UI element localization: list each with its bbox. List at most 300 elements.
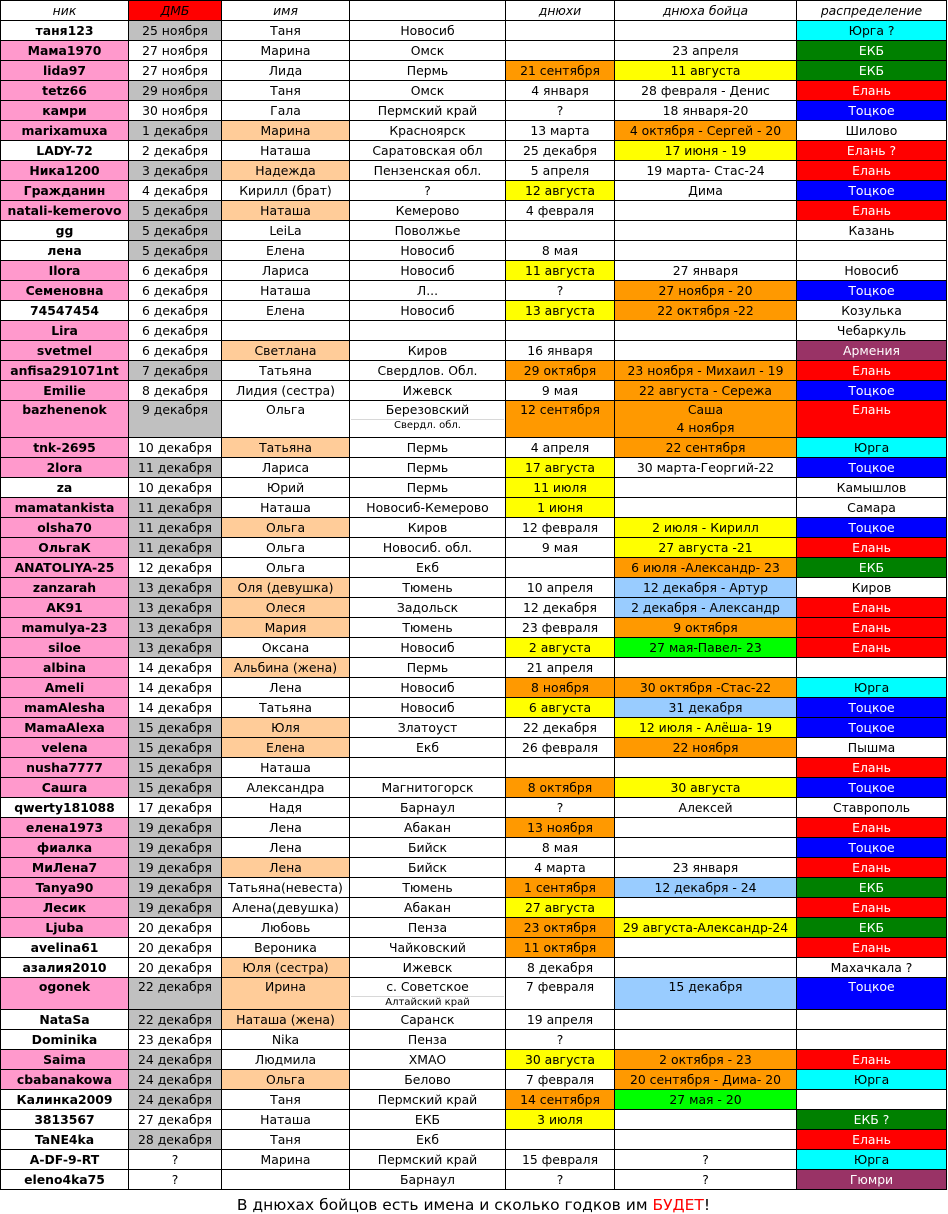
cell-dmb-text: 11 декабря [138, 499, 212, 515]
cell-birthday-text: 25 декабря [523, 142, 597, 158]
cell-nick [1, 738, 129, 758]
cell-distribution-text: ЕКБ [858, 42, 885, 58]
table-row [1, 281, 947, 301]
cell-dmb [129, 478, 222, 498]
cell-birthday-text: 29 октября [523, 362, 597, 378]
cell-nick [1, 401, 129, 438]
cell-dmb-text: 15 декабря [138, 719, 212, 735]
cell-nick [1, 658, 129, 678]
cell-distribution-text: Махачкала ? [830, 959, 913, 975]
cell-soldier-birthday [615, 21, 797, 41]
cell-nick [1, 361, 129, 381]
cell-nick [1, 958, 129, 978]
cell-name-text: Наташа [260, 142, 311, 158]
cell-nick-text: marixamuxa [21, 122, 108, 138]
cell-city [350, 778, 506, 798]
cell-city [350, 498, 506, 518]
cell-distribution-text: ЕКБ [858, 919, 885, 935]
cell-dmb-text: 11 декабря [138, 539, 212, 555]
table-row [1, 241, 947, 261]
cell-nick-text: olsha70 [37, 519, 92, 535]
cell-distribution [797, 361, 947, 381]
cell-birthday-text: 16 января [527, 342, 593, 358]
cell-name-text: Надежда [255, 162, 316, 178]
cell-distribution-text: Елань [852, 599, 891, 615]
cell-birthday [506, 518, 615, 538]
cell-name-text: Светлана [254, 342, 317, 358]
cell-name [222, 1090, 350, 1110]
cell-distribution-text: Тоцкое [848, 382, 895, 398]
cell-city-text: Задольск [396, 599, 459, 615]
table-row [1, 898, 947, 918]
cell-birthday [506, 498, 615, 518]
cell-dmb-text: ? [171, 1171, 179, 1187]
cell-name-text: Таня [270, 22, 301, 38]
cell-birthday-text: 6 августа [528, 699, 592, 715]
cell-birthday [506, 638, 615, 658]
cell-soldier-birthday [615, 738, 797, 758]
cell-nick [1, 578, 129, 598]
cell-distribution [797, 838, 947, 858]
cell-dmb [129, 261, 222, 281]
cell-soldier-birthday-text: 28 февраля - Денис [641, 82, 770, 98]
cell-soldier-birthday-text: 18 января-20 [662, 102, 749, 118]
cell-city-text: Новосиб [400, 22, 455, 38]
table-row [1, 438, 947, 458]
cell-city [350, 81, 506, 101]
cell-birthday [506, 121, 615, 141]
cell-dmb [129, 41, 222, 61]
cell-distribution [797, 678, 947, 698]
cell-soldier-birthday-text: 30 октября -Стас-22 [639, 679, 772, 695]
cell-birthday [506, 41, 615, 61]
cell-dmb-text: 25 ноября [142, 22, 208, 38]
cell-soldier-birthday [615, 678, 797, 698]
cell-city [350, 758, 506, 778]
cell-nick [1, 678, 129, 698]
cell-distribution-text: Юрга [853, 679, 890, 695]
cell-dmb-text: 15 декабря [138, 759, 212, 775]
cell-city [350, 918, 506, 938]
cell-city [350, 21, 506, 41]
cell-nick-text: Ameli [44, 679, 85, 695]
cell-name-text: Татьяна [259, 362, 312, 378]
cell-dmb [129, 538, 222, 558]
cell-city [350, 201, 506, 221]
cell-birthday [506, 758, 615, 778]
cell-city [350, 301, 506, 321]
cell-birthday [506, 538, 615, 558]
cell-name-text: Юля [271, 719, 300, 735]
cell-city [350, 1170, 506, 1190]
cell-dmb [129, 201, 222, 221]
cell-nick [1, 301, 129, 321]
cell-nick-text: avelina61 [30, 939, 99, 955]
cell-soldier-birthday [615, 478, 797, 498]
cell-birthday [506, 141, 615, 161]
cell-name [222, 1050, 350, 1070]
cell-dmb-text: 14 декабря [138, 659, 212, 675]
table-row [1, 1070, 947, 1090]
cell-dmb-text: 1 декабря [141, 122, 209, 138]
cell-distribution-text: Елань [852, 899, 891, 915]
cell-distribution [797, 341, 947, 361]
cell-birthday [506, 798, 615, 818]
cell-city-text: Магнитогорск [381, 779, 474, 795]
cell-city-text: Екб [416, 739, 439, 755]
cell-birthday-text: 12 декабря [523, 599, 597, 615]
cell-city [350, 818, 506, 838]
cell-nick-text: TaNE4ka [34, 1131, 95, 1147]
cell-distribution-text: Пышма [847, 739, 896, 755]
cell-distribution [797, 898, 947, 918]
cell-soldier-birthday [615, 598, 797, 618]
cell-city [350, 161, 506, 181]
cell-birthday [506, 458, 615, 478]
cell-dmb-text: 6 декабря [141, 342, 209, 358]
table-row [1, 321, 947, 341]
cell-distribution-text: Елань [852, 639, 891, 655]
cell-name [222, 698, 350, 718]
cell-birthday-text: ? [556, 102, 564, 118]
cell-city [350, 678, 506, 698]
cell-name-text: Вероника [254, 939, 317, 955]
cell-city-text: Пермь [406, 659, 449, 675]
cell-dmb-text: 4 декабря [141, 182, 209, 198]
cell-nick-text: камри [42, 102, 87, 118]
cell-nick-text: MamaAlexa [24, 719, 105, 735]
cell-nick-text: LADY-72 [36, 142, 93, 158]
cell-nick [1, 1030, 129, 1050]
cell-distribution [797, 1050, 947, 1070]
cell-distribution [797, 401, 947, 438]
cell-soldier-birthday [615, 1010, 797, 1030]
table-row [1, 1090, 947, 1110]
cell-city [350, 221, 506, 241]
table-row [1, 978, 947, 1010]
cell-soldier-birthday [615, 361, 797, 381]
cell-birthday-text: 26 февраля [521, 739, 599, 755]
cell-soldier-birthday [615, 718, 797, 738]
cell-soldier-birthday-subtext: 4 ноября [676, 420, 735, 435]
cell-city [350, 558, 506, 578]
cell-nick [1, 718, 129, 738]
cell-distribution-text: Елань [852, 1131, 891, 1147]
cell-soldier-birthday-text: Дима [688, 182, 723, 198]
cell-dmb-text: 8 декабря [141, 382, 209, 398]
cell-soldier-birthday [615, 958, 797, 978]
table-row [1, 958, 947, 978]
cell-distribution [797, 618, 947, 638]
cell-soldier-birthday [615, 181, 797, 201]
table-row [1, 1110, 947, 1130]
cell-name-text: Лариса [261, 262, 310, 278]
cell-distribution-text: Козулька [841, 302, 902, 318]
cell-city-text: Пермский край [377, 1091, 478, 1107]
cell-nick-text: AK91 [46, 599, 83, 615]
header-name: имя [222, 1, 350, 21]
cell-name-text: Елена [265, 242, 306, 258]
cell-city-text: Омск [410, 82, 445, 98]
cell-soldier-birthday [615, 698, 797, 718]
cell-distribution [797, 818, 947, 838]
cell-city [350, 798, 506, 818]
cell-name [222, 281, 350, 301]
cell-city [350, 598, 506, 618]
cell-name-text: Юля (сестра) [242, 959, 329, 975]
cell-distribution-text: Елань [852, 859, 891, 875]
cell-name-text: Ольга [265, 1071, 306, 1087]
cell-name [222, 1110, 350, 1130]
cell-birthday [506, 958, 615, 978]
cell-city [350, 658, 506, 678]
cell-soldier-birthday [615, 878, 797, 898]
header-row [1, 1, 947, 21]
cell-city [350, 438, 506, 458]
cell-birthday [506, 1170, 615, 1190]
cell-dmb [129, 321, 222, 341]
cell-name [222, 658, 350, 678]
cell-birthday [506, 1070, 615, 1090]
cell-dmb-text: 5 декабря [141, 202, 209, 218]
cell-dmb [129, 141, 222, 161]
cell-birthday-text: 8 декабря [526, 959, 594, 975]
cell-name-text: Ольга [265, 519, 306, 535]
cell-distribution-text: Елань [852, 619, 891, 635]
table-row [1, 698, 947, 718]
cell-dmb-text: 22 декабря [138, 979, 212, 994]
table-row [1, 201, 947, 221]
cell-distribution-text: Самара [847, 499, 896, 515]
cell-dmb-text: 19 декабря [138, 879, 212, 895]
cell-soldier-birthday [615, 261, 797, 281]
cell-distribution-text: Тоцкое [848, 102, 895, 118]
cell-nick [1, 918, 129, 938]
cell-city-text: Новосиб [400, 262, 455, 278]
cell-nick [1, 558, 129, 578]
cell-distribution [797, 458, 947, 478]
cell-birthday-text: 12 августа [524, 182, 596, 198]
cell-name-text: Альбина (жена) [233, 659, 338, 675]
table-row [1, 918, 947, 938]
cell-birthday [506, 818, 615, 838]
cell-city [350, 1110, 506, 1130]
cell-name-text: Лена [269, 819, 302, 835]
table-row [1, 101, 947, 121]
cell-birthday-text: 7 февраля [525, 1071, 595, 1087]
cell-soldier-birthday [615, 1130, 797, 1150]
cell-name [222, 538, 350, 558]
cell-dmb-text: 23 декабря [138, 1031, 212, 1047]
cell-name-text: Марина [260, 1151, 311, 1167]
cell-city-text: ЕКБ [414, 1111, 441, 1127]
cell-city [350, 698, 506, 718]
cell-distribution [797, 261, 947, 281]
cell-distribution [797, 281, 947, 301]
cell-name [222, 758, 350, 778]
cell-soldier-birthday-text: 23 января [672, 859, 739, 875]
cell-dmb [129, 858, 222, 878]
table-row [1, 598, 947, 618]
cell-dmb-text: 24 декабря [138, 1071, 212, 1087]
cell-dmb-text: 20 декабря [138, 959, 212, 975]
cell-distribution-text: Елань [852, 402, 891, 417]
cell-soldier-birthday-text: 20 сентября - Дима- 20 [629, 1071, 782, 1087]
cell-city-text: Новосиб [400, 302, 455, 318]
cell-nick-text: lida97 [43, 62, 86, 78]
cell-birthday [506, 598, 615, 618]
cell-dmb-text: 24 декабря [138, 1091, 212, 1107]
cell-distribution [797, 918, 947, 938]
cell-city-text: Новосиб [400, 242, 455, 258]
cell-city [350, 261, 506, 281]
cell-name [222, 61, 350, 81]
cell-nick-text: tetz66 [42, 82, 87, 98]
cell-distribution-text: Юрга [853, 1151, 890, 1167]
cell-dmb [129, 21, 222, 41]
cell-distribution-text: Тоцкое [848, 719, 895, 735]
cell-distribution-text: Шилово [845, 122, 898, 138]
cell-city-text: Тюмень [402, 579, 453, 595]
cell-name [222, 221, 350, 241]
cell-city-text: Березовский [385, 402, 470, 417]
cell-city-text: Киров [407, 519, 448, 535]
cell-distribution-text: Тоцкое [848, 459, 895, 475]
cell-name [222, 958, 350, 978]
cell-soldier-birthday-text: 27 мая - 20 [669, 1091, 742, 1107]
table-row [1, 361, 947, 381]
cell-name [222, 478, 350, 498]
cell-nick [1, 518, 129, 538]
cell-nick-text: siloe [48, 639, 81, 655]
cell-name-text: Кирилл (брат) [239, 182, 332, 198]
cell-dmb [129, 241, 222, 261]
cell-soldier-birthday-text: Алексей [678, 799, 733, 815]
cell-city-text: Новосиб. обл. [382, 539, 473, 555]
cell-city-text: Новосиб [400, 679, 455, 695]
cell-name-text: Елена [265, 739, 306, 755]
cell-soldier-birthday [615, 201, 797, 221]
cell-name-text: Ольга [265, 559, 306, 575]
cell-soldier-birthday [615, 301, 797, 321]
cell-soldier-birthday [615, 458, 797, 478]
cell-dmb [129, 1090, 222, 1110]
cell-dmb [129, 1150, 222, 1170]
cell-dmb [129, 281, 222, 301]
cell-name [222, 1130, 350, 1150]
cell-soldier-birthday-text: Саша [687, 402, 724, 417]
cell-birthday [506, 918, 615, 938]
cell-name [222, 1170, 350, 1190]
cell-nick [1, 161, 129, 181]
cell-name [222, 438, 350, 458]
cell-city-text: Пермь [406, 439, 449, 455]
table-row [1, 498, 947, 518]
cell-birthday-text: 12 февраля [521, 519, 599, 535]
cell-city-text: Пенза [407, 919, 448, 935]
cell-name-text: Алена(девушка) [232, 899, 339, 915]
cell-name-text: Татьяна(невеста) [228, 879, 343, 895]
cell-dmb [129, 1070, 222, 1090]
cell-city [350, 538, 506, 558]
cell-dmb [129, 738, 222, 758]
cell-soldier-birthday-text: 27 мая-Павел- 23 [649, 639, 762, 655]
cell-city [350, 141, 506, 161]
cell-nick [1, 698, 129, 718]
cell-name [222, 361, 350, 381]
cell-birthday [506, 261, 615, 281]
cell-nick-text: 3813567 [34, 1111, 95, 1127]
cell-nick [1, 41, 129, 61]
cell-nick [1, 638, 129, 658]
cell-city-text: Белово [404, 1071, 451, 1087]
table-row [1, 518, 947, 538]
cell-name-text: Ольга [265, 539, 306, 555]
cell-birthday-text: 1 июня [537, 499, 583, 515]
cell-dmb [129, 638, 222, 658]
cell-city-text: Киров [407, 342, 448, 358]
cell-soldier-birthday-text: 2 октября - 23 [659, 1051, 752, 1067]
cell-distribution [797, 1090, 947, 1110]
cell-soldier-birthday [615, 321, 797, 341]
cell-birthday [506, 838, 615, 858]
cell-birthday [506, 161, 615, 181]
cell-birthday [506, 478, 615, 498]
cell-name-text: Лена [269, 679, 302, 695]
cell-dmb-text: 10 декабря [138, 479, 212, 495]
table-row [1, 838, 947, 858]
cell-soldier-birthday-text: 22 сентября [665, 439, 746, 455]
cell-name-text: Олеся [265, 599, 306, 615]
cell-nick-text: za [56, 479, 73, 495]
cell-city [350, 1130, 506, 1150]
cell-dmb-text: 27 ноября [142, 42, 208, 58]
cell-soldier-birthday [615, 161, 797, 181]
cell-nick-text: gg [55, 222, 74, 238]
cell-name [222, 818, 350, 838]
cell-nick [1, 778, 129, 798]
cell-soldier-birthday [615, 1090, 797, 1110]
cell-distribution-text: Елань [852, 82, 891, 98]
cell-name [222, 1150, 350, 1170]
cell-city-text: Пермь [406, 479, 449, 495]
cell-nick [1, 221, 129, 241]
cell-soldier-birthday [615, 578, 797, 598]
cell-birthday [506, 21, 615, 41]
cell-birthday-text: 12 сентября [520, 402, 600, 417]
cell-soldier-birthday-text: 4 октября - Сергей - 20 [629, 122, 782, 138]
cell-soldier-birthday [615, 221, 797, 241]
cell-distribution-text: Ставрополь [832, 799, 911, 815]
cell-name [222, 578, 350, 598]
footer-text: В днюхах бойцов есть имена и сколько годков им [236, 1196, 653, 1214]
table-row [1, 261, 947, 281]
cell-dmb [129, 878, 222, 898]
cell-distribution [797, 598, 947, 618]
cell-name-text: Таня [270, 1091, 301, 1107]
cell-birthday-text: 21 сентября [520, 62, 600, 78]
cell-name [222, 838, 350, 858]
cell-nick [1, 261, 129, 281]
cell-birthday-text: 8 мая [541, 242, 579, 258]
table-row [1, 558, 947, 578]
cell-dmb [129, 918, 222, 938]
cell-birthday-text: 21 апреля [526, 659, 594, 675]
cell-name-text: Лена [269, 839, 302, 855]
cell-name [222, 518, 350, 538]
cell-city [350, 1070, 506, 1090]
cell-nick [1, 498, 129, 518]
